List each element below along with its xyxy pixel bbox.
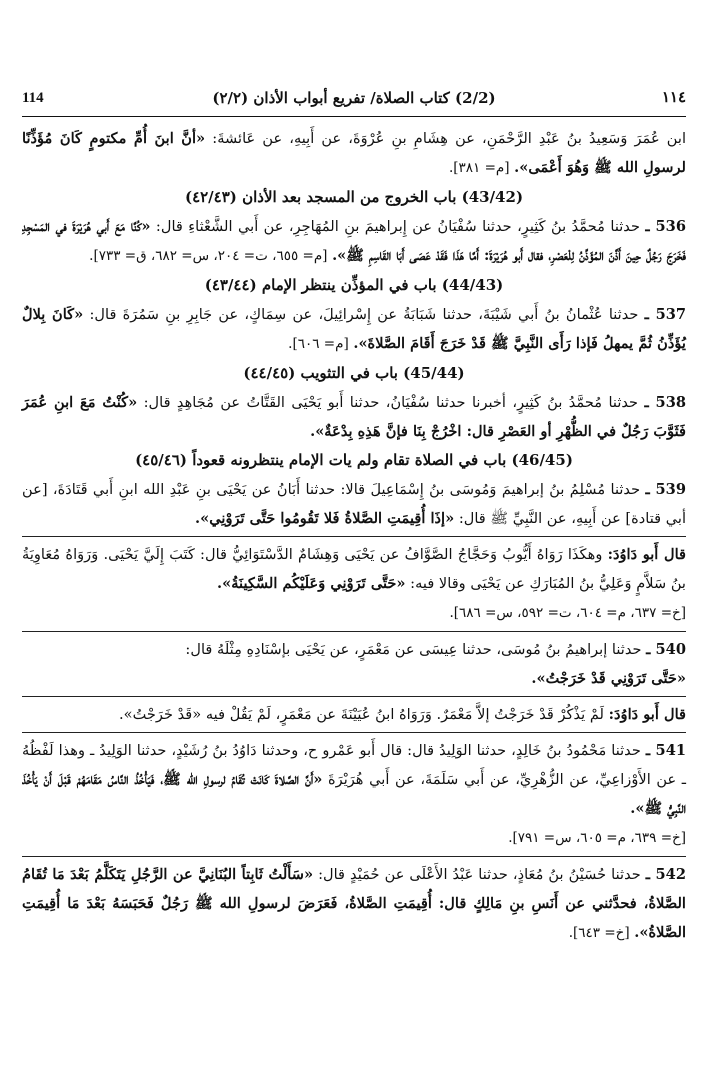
hadith-text: «إذَا أُقِيمَتِ الصَّلاةُ فَلا تَقُومُوا حَتَّى تَرَوْنِي». bbox=[195, 510, 455, 527]
hadith-chain: حدثنا مُحمَّدُ بنُ كَثِيرٍ، حدثنا سُفْيَانُ عن إِبراهيمَ بنِ المُهَاجِرِ، عن أَبي الشَّعْثاءِ قال: bbox=[155, 218, 640, 235]
hadith-536 bbox=[22, 212, 686, 271]
note-label: قال أَبو دَاوُدَ: bbox=[607, 546, 687, 563]
hadith-number: 540 ـ bbox=[646, 641, 686, 658]
cross-reference: [م= ٦٠٦]. bbox=[288, 336, 349, 352]
section-heading: (43/42) باب الخروج من المسجد بعد الأذان (٤٢/٤٣) bbox=[184, 188, 524, 206]
hadith-537 bbox=[22, 300, 686, 359]
hadith-541 bbox=[22, 736, 686, 853]
hadith-number: 536 ـ bbox=[645, 218, 686, 235]
divider bbox=[22, 536, 686, 537]
page-header bbox=[22, 86, 686, 117]
hadith-text: «أنَّ ابنَ أُمِّ مكتومٍ كَانَ مُؤَذِّنًا لرسولِ الله ﷺ وَهُوَ أَعْمَى». bbox=[22, 130, 686, 176]
hadith-chain: حدثنا مُسْلِمُ بنُ إبراهيمَ وَمُوسَى بنُ إِسْمَاعِيلَ قالا: حدثنا أَبَانُ عن يَحْيَى بنِ عَبْدِ الله ابنِ أَبي قَتَادَةَ، [عن أبي قتادة] عن أَبِيهِ، عن النَّبِيِّ ﷺ قال: bbox=[22, 481, 686, 527]
cross-reference: [م= ٣٨١]. bbox=[448, 160, 510, 176]
hadith-chain: ابن عُمَرَ وَسَعِيدُ بنُ عَبْدِ الرَّحْمَنِ، عن هِشَامِ بنِ عُرْوَةَ، عن أَبِيهِ، عن عَائشةَ: bbox=[212, 130, 686, 147]
hadith-chain: حدثنا مَحْمُودُ بنُ خَالِدٍ، حدثنا الوَلِيدُ قال: قال أَبو عَمْرو ح، وحدثنا دَاوُدُ بنُ رُشَيْدٍ، حدثنا الوَلِيدُ ـ وهذا لَفْظُهُ ـ عن الأَوْزاعِيِّ، عن الزُّهْرِيِّ، عن أَبي سَلَمَةَ، عن أَبي هُرَيْرَةَ bbox=[22, 742, 687, 788]
hadith-539 bbox=[22, 475, 686, 533]
hadith-text: «سَأَلْتُ ثَابِتاً البُنَانِيَّ عن الرَّجُلِ يَتَكَلَّمُ بَعْدَ مَا تُقَامُ الصَّلاةُ، فحدَّثني عن أَنَسِ بنِ مَالِكٍ قال: أُقِيمَتِ الصَّلاةُ، فَعَرَضَ لرسولِ الله ﷺ رَجُلٌ فَحَبَسَهُ بَعْدَ مَا أُقِيمَتِ الصَّلاةُ». bbox=[22, 866, 686, 941]
continuation-paragraph bbox=[22, 124, 686, 183]
hadith-540 bbox=[22, 635, 686, 693]
hadith-text: «حَتَّى تَرَوْنِي وَعَلَيْكُم السَّكِينَةُ». bbox=[217, 575, 406, 592]
hadith-text: «أَنَّ الصَّلاةَ كَانَتْ تُقَامُ لرسولِ الله ﷺ، فَيَأْخُذُ النَّاسُ مَقَامَهُمْ قَبْلَ أَنْ يَأْخُذَ النَّبِيُّ ﷺ». bbox=[22, 771, 686, 817]
hadith-number: 541 ـ bbox=[645, 742, 687, 759]
note-label: قال أَبو دَاوُدَ: bbox=[608, 706, 686, 723]
hadith-number: 537 ـ bbox=[644, 306, 687, 323]
page-body bbox=[22, 124, 686, 1081]
cross-reference: [خ= ٦٣٧، م= ٦٠٤، ت= ٥٩٢، س= ٦٨٦]. bbox=[449, 605, 686, 621]
abu-dawud-note-540 bbox=[22, 700, 686, 729]
cross-reference: [خ= ٦٤٣]. bbox=[568, 925, 630, 941]
hadith-542 bbox=[22, 860, 686, 948]
hadith-text: «كُنَّا مَعَ أَبي هُرَيْرَةَ في المَسْجِدِ فَخَرَجَ رَجُلٌ حِينَ أَذَّنَ المُؤَذِّنُ لِلْعَصْرِ، فقال أَبو هُرَيْرَةَ: أَمَّا هَذَا فَقَدْ عَصَى أَبَا القَاسِمِ ﷺ». bbox=[22, 218, 686, 264]
hadith-chain: حدثنا إبراهيمُ بنُ مُوسَى، حدثنا عِيسَى عن مَعْمَرٍ، عن يَحْيَى بإسْنَادِهِ مِثْلَهُ قال: bbox=[185, 641, 642, 658]
hadith-538 bbox=[22, 388, 686, 446]
section-heading: (44/43) باب في المؤذِّن ينتظر الإمام (٤٣/٤٤) bbox=[204, 276, 504, 294]
divider bbox=[22, 696, 686, 697]
cross-reference: [خ= ٦٣٩، م= ٦٠٥، س= ٧٩١]. bbox=[508, 830, 686, 846]
hadith-text: «حَتَّى تَرَوْنِي قَدْ خَرَجْتُ». bbox=[531, 670, 686, 687]
section-heading: (45/44) باب في التثويب (٤٤/٤٥) bbox=[243, 364, 465, 382]
divider bbox=[22, 856, 686, 857]
hadith-chain: حدثنا مُحمَّدُ بنُ كَثِيرٍ، أخبرنا حدثنا سُفْيَانُ، حدثنا أَبو يَحْيَى القَتَّاتُ عن مُجَاهِدٍ قال: bbox=[143, 394, 639, 411]
note-text: لَمْ يَذْكُرْ قَدْ خَرَجْتُ إلاَّ مَعْمَرٌ. وَرَوَاهُ ابنُ عُيَيْنَةَ عن مَعْمَرٍ، لَمْ يَقُلْ فيه «قَدْ خَرَجْتُ». bbox=[119, 706, 605, 723]
hadith-chain: حدثنا عُثْمانُ بنُ أَبي شَيْبَةَ، حدثنا شَبَابَةُ عن إِسْرائِيلَ، عن سِمَاكٍ، عن جَابِرِ بنِ سَمُرَةَ قال: bbox=[89, 306, 639, 323]
hadith-text: «كَانَ بِلالٌ يُؤَذِّنُ ثُمَّ يمهلُ فَإذا رَأَى النَّبِيَّ ﷺ قَدْ خَرَجَ أَقَامَ الصَّلاةَ». bbox=[22, 306, 686, 352]
note-text: وهكَذَا رَوَاهُ أَيُّوبُ وَحَجَّاجُ الصَّوَّافُ عن يَحْيَى وَهِشَامٌ الدَّسْتَوَائِيُّ قال: كَتَبَ إِلَيَّ يَحْيَى. وَرَوَاهُ مُعَاوِيَةُ بنُ سَلاَّمٍ وَعَلِيُّ بنُ المُبَارَكِ عن يَحْيَى وقالا فيه: bbox=[22, 546, 686, 592]
hadith-chain: حدثنا حُسَيْنُ بنُ مُعَاذٍ، حدثنا عَبْدُ الأَعْلَى عن حُمَيْدٍ قال: bbox=[318, 866, 641, 883]
hadith-number: 538 ـ bbox=[644, 394, 687, 411]
hadith-text: «كُنْتُ مَعَ ابنِ عُمَرَ فَثَوَّبَ رَجُلٌ في الظُّهْرِ أو العَصْرِ قال: اخْرُجْ بِنَا فإنَّ هَذِهِ بِدْعَةٌ». bbox=[22, 394, 686, 440]
hadith-number: 539 ـ bbox=[645, 481, 686, 498]
abu-dawud-note-539 bbox=[22, 540, 686, 628]
cross-reference: [م= ٦٥٥، ت= ٢٠٤، س= ٦٨٢، ق= ٧٣٣]. bbox=[89, 248, 328, 264]
hadith-number: 542 ـ bbox=[645, 866, 686, 883]
divider bbox=[22, 631, 686, 632]
page-number-arabic: ١١٤ bbox=[661, 88, 686, 106]
running-title: (2/2) كتاب الصلاة/ تفريع أبواب الأذان (٢/٢) bbox=[212, 89, 496, 107]
divider bbox=[22, 732, 686, 733]
section-heading: (46/45) باب في الصلاة تقام ولم يات الإمام ينتظرونه قعوداً (٤٥/٤٦) bbox=[135, 451, 573, 469]
page-number-latin: 114 bbox=[22, 90, 44, 106]
